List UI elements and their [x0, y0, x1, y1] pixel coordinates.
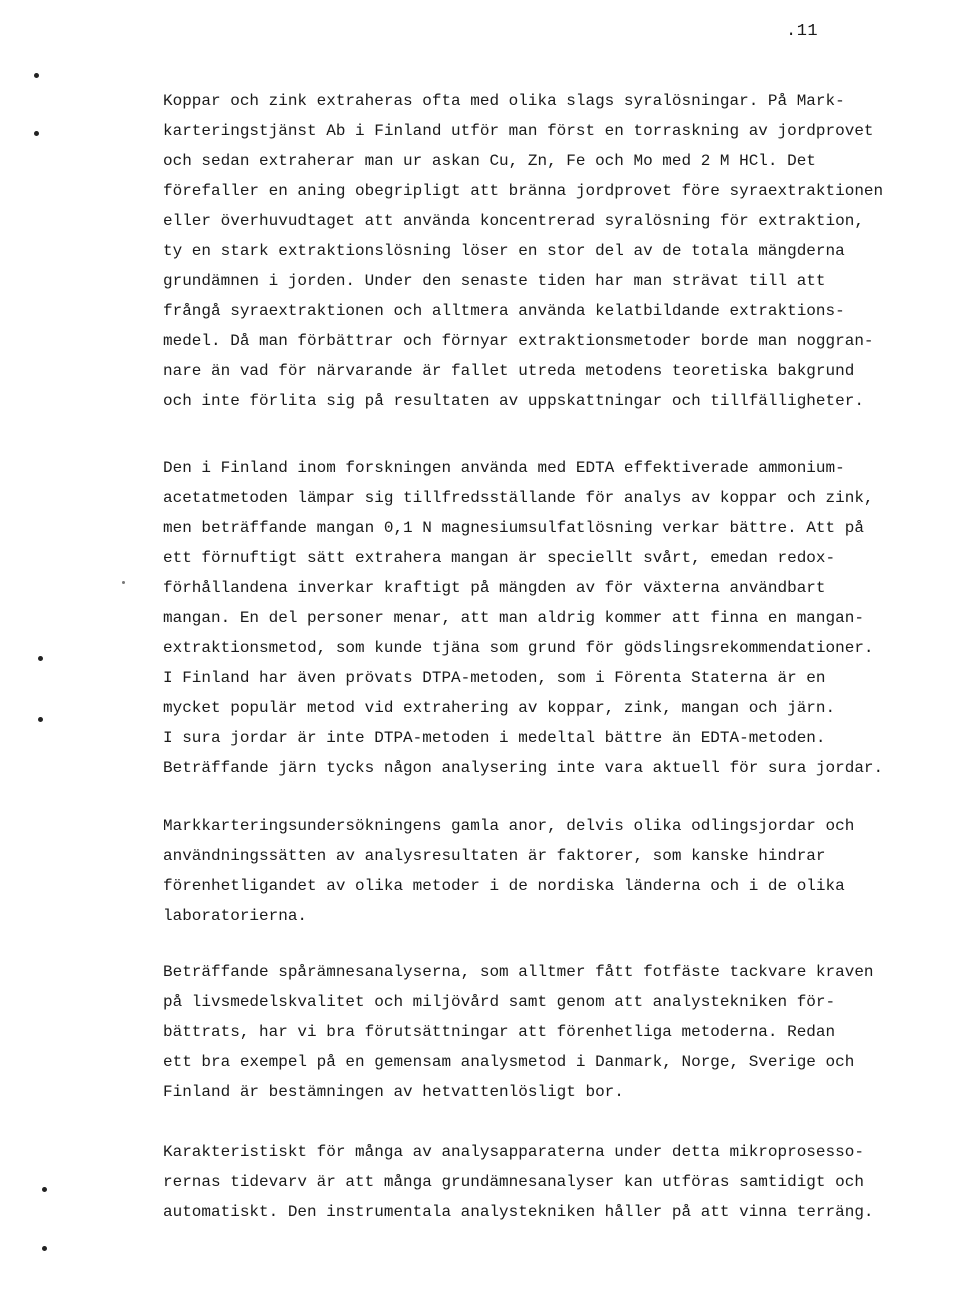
text-line: förefaller en aning obegripligt att bränna jordprovet före syraextraktionen	[163, 182, 884, 200]
text-line: Finland är bestämningen av hetvattenlösligt bor.	[163, 1083, 624, 1101]
text-line: I Finland har även prövats DTPA-metoden, som i Förenta Staterna är en	[163, 669, 826, 687]
text-line: nare än vad för närvarande är fallet utreda metodens teoretiska bakgrund	[163, 362, 855, 380]
text-line: ty en stark extraktionslösning löser en stor del av de totala mängderna	[163, 242, 845, 260]
text-line: Karakteristiskt för många av analysapparaterna under detta mikroprosesso-	[163, 1143, 864, 1161]
scan-speck	[42, 1246, 47, 1251]
text-line: Den i Finland inom forskningen använda med EDTA effektiverade ammonium-	[163, 459, 845, 477]
text-line: mangan. En del personer menar, att man aldrig kommer att finna en mangan-	[163, 609, 864, 627]
scan-speck	[38, 717, 43, 722]
page-number: .11	[786, 22, 819, 41]
text-line: bättrats, har vi bra förutsättningar att förenhetliga metoderna. Redan	[163, 1023, 836, 1041]
scan-speck	[34, 73, 39, 78]
text-line: och inte förlita sig på resultaten av uppskattningar och tillfälligheter.	[163, 392, 864, 410]
scan-speck	[38, 656, 43, 661]
text-line: frångå syraextraktionen och alltmera använda kelatbildande extraktions-	[163, 302, 845, 320]
text-line: medel. Då man förbättrar och förnyar extraktionsmetoder borde man noggran-	[163, 332, 874, 350]
scan-speck	[122, 581, 125, 584]
text-line: karteringstjänst Ab i Finland utför man först en torraskning av jordprovet	[163, 122, 874, 140]
paragraph-1	[163, 86, 908, 416]
text-line: förenhetligandet av olika metoder i de nordiska länderna och i de olika	[163, 877, 845, 895]
paragraph-4	[163, 957, 908, 1107]
text-line: extraktionsmetod, som kunde tjäna som grund för gödslingsrekommendationer.	[163, 639, 874, 657]
text-line: Beträffande spårämnesanalyserna, som alltmer fått fotfäste tackvare kraven	[163, 963, 874, 981]
text-line: användningssätten av analysresultaten är faktorer, som kanske hindrar	[163, 847, 826, 865]
text-line: förhållandena inverkar kraftigt på mängden av för växterna användbart	[163, 579, 826, 597]
text-line: Beträffande järn tycks någon analysering inte vara aktuell för sura jordar.	[163, 759, 884, 777]
text-line: laboratorierna.	[163, 907, 308, 925]
text-line: acetatmetoden lämpar sig tillfredsställande för analys av koppar och zink,	[163, 489, 874, 507]
text-line: automatiskt. Den instrumentala analystekniken håller på att vinna terräng.	[163, 1203, 874, 1221]
text-line: grundämnen i jorden. Under den senaste tiden har man strävat till att	[163, 272, 826, 290]
paragraph-5	[163, 1137, 908, 1227]
text-line: eller överhuvudtaget att använda koncentrerad syralösning för extraktion,	[163, 212, 864, 230]
text-line: I sura jordar är inte DTPA-metoden i medeltal bättre än EDTA-metoden.	[163, 729, 826, 747]
text-line: på livsmedelskvalitet och miljövård samt genom att analystekniken för-	[163, 993, 836, 1011]
text-line: mycket populär metod vid extrahering av koppar, zink, mangan och järn.	[163, 699, 836, 717]
text-line: ett förnuftigt sätt extrahera mangan är speciellt svårt, emedan redox-	[163, 549, 836, 567]
scan-speck	[42, 1187, 47, 1192]
text-line: Markkarteringsundersökningens gamla anor, delvis olika odlingsjordar och	[163, 817, 855, 835]
text-line: ett bra exempel på en gemensam analysmetod i Danmark, Norge, Sverige och	[163, 1053, 855, 1071]
text-line: rernas tidevarv är att många grundämnesanalyser kan utföras samtidigt och	[163, 1173, 864, 1191]
text-line: Koppar och zink extraheras ofta med olika slags syralösningar. På Mark-	[163, 92, 845, 110]
paragraph-2	[163, 453, 908, 783]
text-line: och sedan extraherar man ur askan Cu, Zn, Fe och Mo med 2 M HCl. Det	[163, 152, 816, 170]
text-line: men beträffande mangan 0,1 N magnesiumsulfatlösning verkar bättre. Att på	[163, 519, 864, 537]
paragraph-3	[163, 811, 908, 931]
scan-speck	[34, 131, 39, 136]
